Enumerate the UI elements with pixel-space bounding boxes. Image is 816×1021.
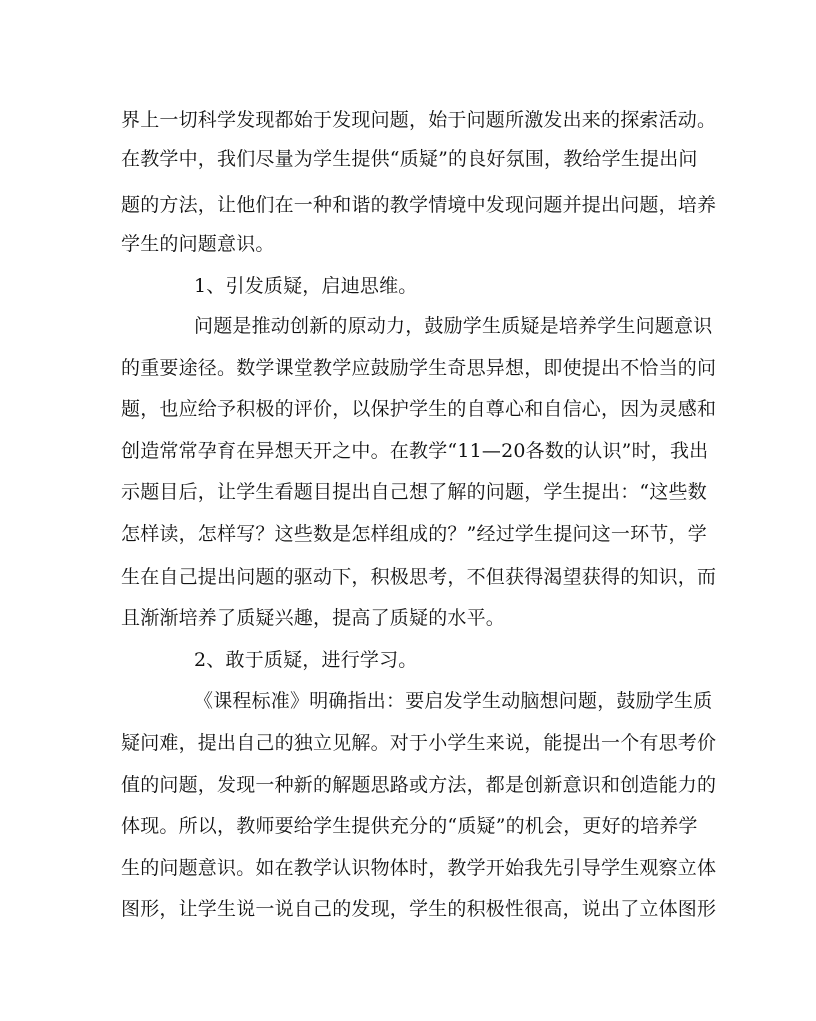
text-line: 疑问难，提出自己的独立见解。对于小学生来说，能提出一个有思考价 xyxy=(121,732,717,754)
text-line: 且渐渐培养了质疑兴趣，提高了质疑的水平。 xyxy=(121,607,506,629)
text-line: 学生的问题意识。 xyxy=(121,233,275,255)
text-line: 题的方法，让他们在一种和谐的教学情境中发现问题并提出问题，培养 xyxy=(121,194,717,216)
text-line: 在教学中，我们尽量为学生提供“质疑”的良好氛围，教给学生提出问 xyxy=(121,148,698,170)
text-line: 问题是推动创新的原动力，鼓励学生质疑是培养学生问题意识 xyxy=(194,315,713,337)
text-line: 《课程标准》明确指出：要启发学生动脑想问题，鼓励学生质 xyxy=(194,690,713,712)
text-line: 示题目后，让学生看题目提出自己想了解的问题，学生提出：“这些数 xyxy=(121,481,707,503)
section-heading: 1、引发质疑，启迪思维。 xyxy=(194,275,418,297)
text-line: 怎样读，怎样写？这些数是怎样组成的？”经过学生提问这一环节，学 xyxy=(121,523,707,545)
text-line: 的重要途径。数学课堂教学应鼓励学生奇思异想，即使提出不恰当的问 xyxy=(121,357,717,379)
text-line: 创造常常孕育在异想天开之中。在教学“11—20各数的认识”时，我出 xyxy=(121,440,709,462)
text-line: 生在自己提出问题的驱动下，积极思考，不但获得渴望获得的知识，而 xyxy=(121,566,717,588)
text-line: 生的问题意识。如在教学认识物体时，教学开始我先引导学生观察立体 xyxy=(121,857,717,879)
text-line: 题，也应给予积极的评价，以保护学生的自尊心和自信心，因为灵感和 xyxy=(121,398,717,420)
section-heading: 2、敢于质疑，进行学习。 xyxy=(194,649,418,671)
text-line: 值的问题，发现一种新的解题思路或方法，都是创新意识和创造能力的 xyxy=(121,774,717,796)
text-line: 体现。所以，教师要给学生提供充分的“质疑”的机会，更好的培养学 xyxy=(121,815,698,837)
text-line: 界上一切科学发现都始于发现问题，始于问题所激发出来的探索活动。 xyxy=(121,109,717,131)
text-line: 图形，让学生说一说自己的发现，学生的积极性很高，说出了立体图形 xyxy=(121,898,717,920)
